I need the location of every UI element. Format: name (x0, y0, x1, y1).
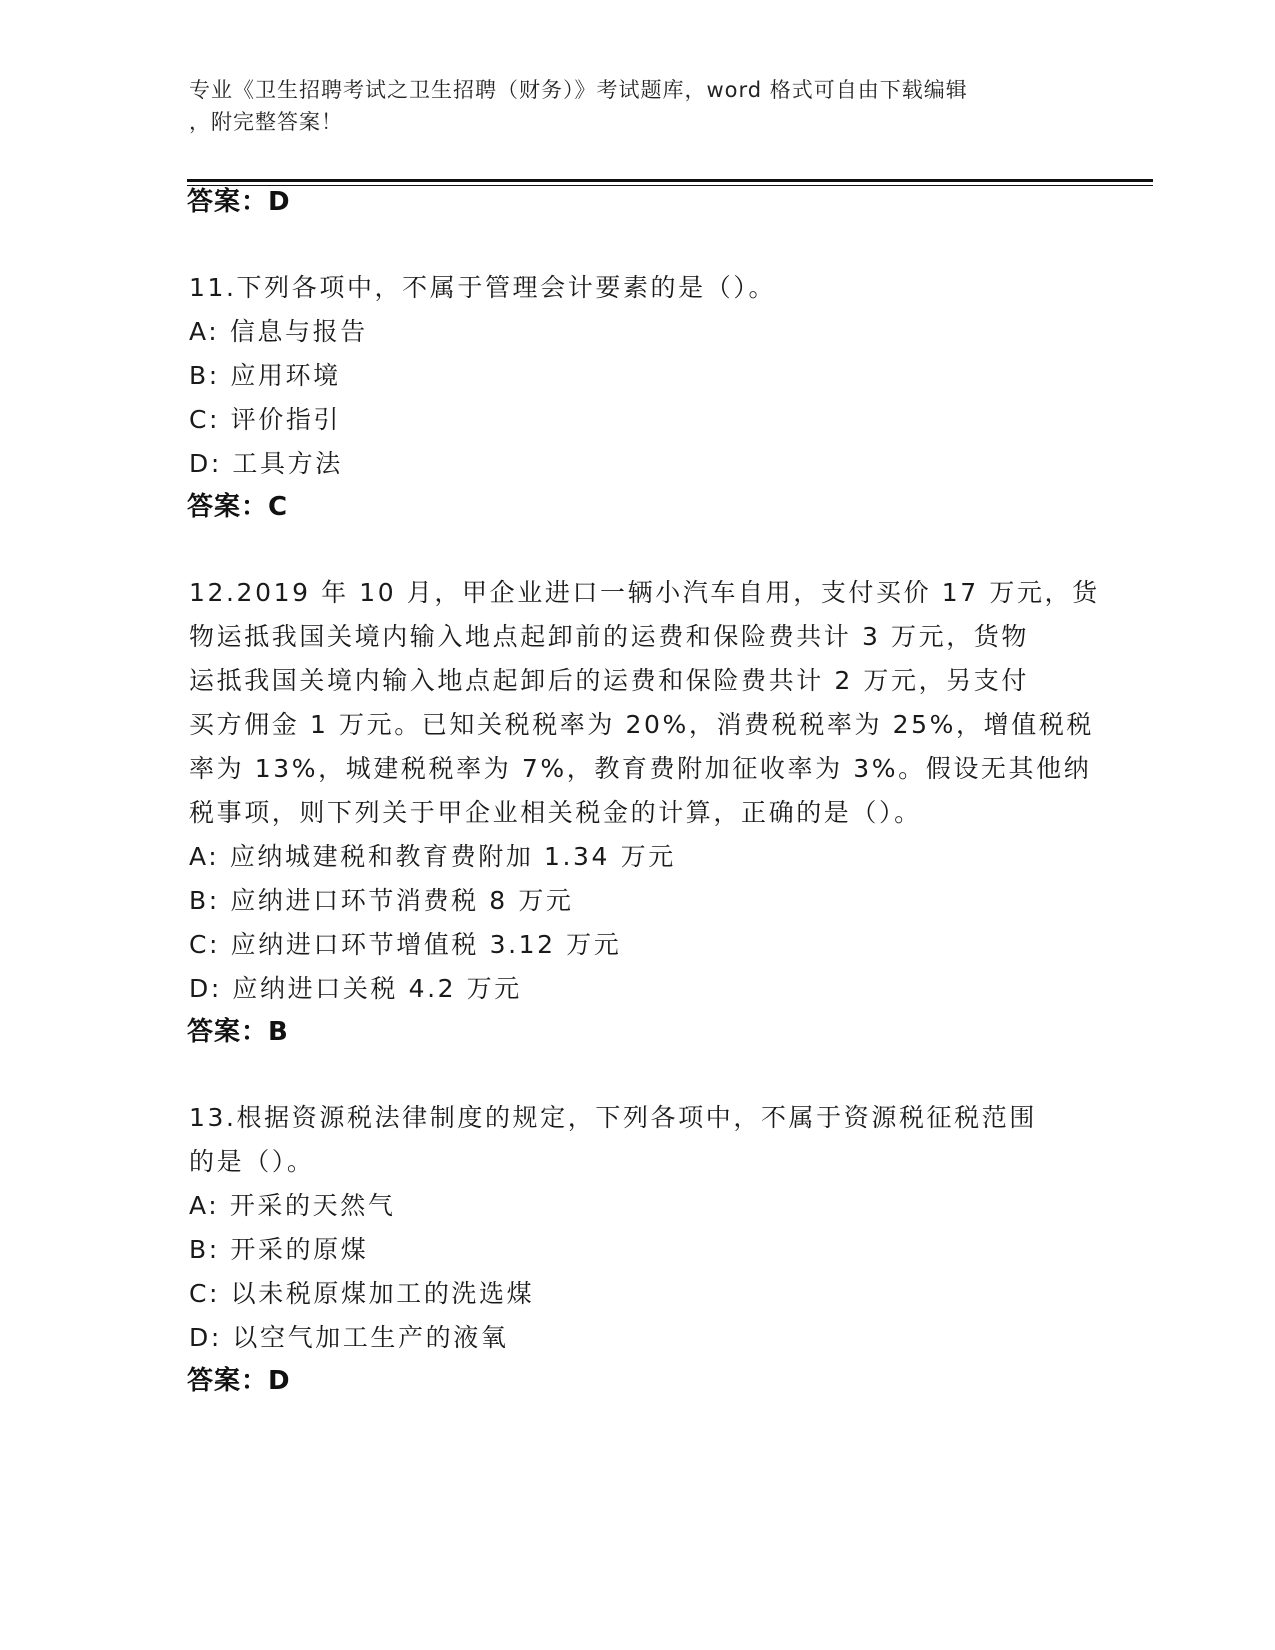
header-line-2: ，附完整答案！ (189, 110, 343, 134)
question-13-option-c: C: 以未税原煤加工的洗选煤 (189, 1279, 535, 1308)
question-12-stem-line-5: 率为 13%，城建税税率为 7%，教育费附加征收率为 3%。假设无其他纳 (189, 754, 1092, 783)
question-12-stem-line-1: 12.2019 年 10 月，甲企业进口一辆小汽车自用，支付买价 17 万元，货 (189, 578, 1100, 607)
question-12-stem-line-6: 税事项，则下列关于甲企业相关税金的计算，正确的是（）。 (189, 798, 922, 827)
question-12-stem-line-4: 买方佣金 1 万元。已知关税税率为 20%，消费税税率为 25%，增值税税 (189, 710, 1095, 739)
question-11-answer: 答案：C (187, 492, 289, 522)
question-11-option-c: C: 评价指引 (189, 405, 342, 434)
question-13-option-d: D: 以空气加工生产的液氧 (189, 1323, 509, 1352)
question-11-option-d: D: 工具方法 (189, 449, 343, 478)
question-12-stem-line-3: 运抵我国关境内输入地点起卸后的运费和保险费共计 2 万元，另支付 (189, 666, 1030, 695)
question-11-option-a: A: 信息与报告 (189, 317, 368, 346)
question-11-stem: 11.下列各项中，不属于管理会计要素的是（）。 (189, 273, 777, 302)
question-13-answer: 答案：D (187, 1366, 291, 1396)
question-12-stem-line-2: 物运抵我国关境内输入地点起卸前的运费和保险费共计 3 万元，货物 (189, 622, 1030, 651)
question-12-option-b: B: 应纳进口环节消费税 8 万元 (189, 886, 574, 915)
header-divider-thick (187, 179, 1153, 182)
question-13-option-a: A: 开采的天然气 (189, 1191, 396, 1220)
header-divider-thin (187, 185, 1153, 186)
question-11-option-b: B: 应用环境 (189, 361, 341, 390)
document-header (189, 74, 1069, 138)
question-12-answer: 答案：B (187, 1017, 289, 1047)
question-13-stem-line-1: 13.根据资源税法律制度的规定，下列各项中，不属于资源税征税范围 (189, 1103, 1037, 1132)
previous-answer: 答案：D (187, 187, 291, 217)
question-13-stem-line-2: 的是（）。 (189, 1147, 315, 1176)
question-12-option-c: C: 应纳进口环节增值税 3.12 万元 (189, 930, 622, 959)
question-13-option-b: B: 开采的原煤 (189, 1235, 369, 1264)
question-12-option-a: A: 应纳城建税和教育费附加 1.34 万元 (189, 842, 676, 871)
question-12-option-d: D: 应纳进口关税 4.2 万元 (189, 974, 522, 1003)
header-line-1: 专业《卫生招聘考试之卫生招聘（财务）》考试题库，word 格式可自由下载编辑 (189, 78, 968, 102)
